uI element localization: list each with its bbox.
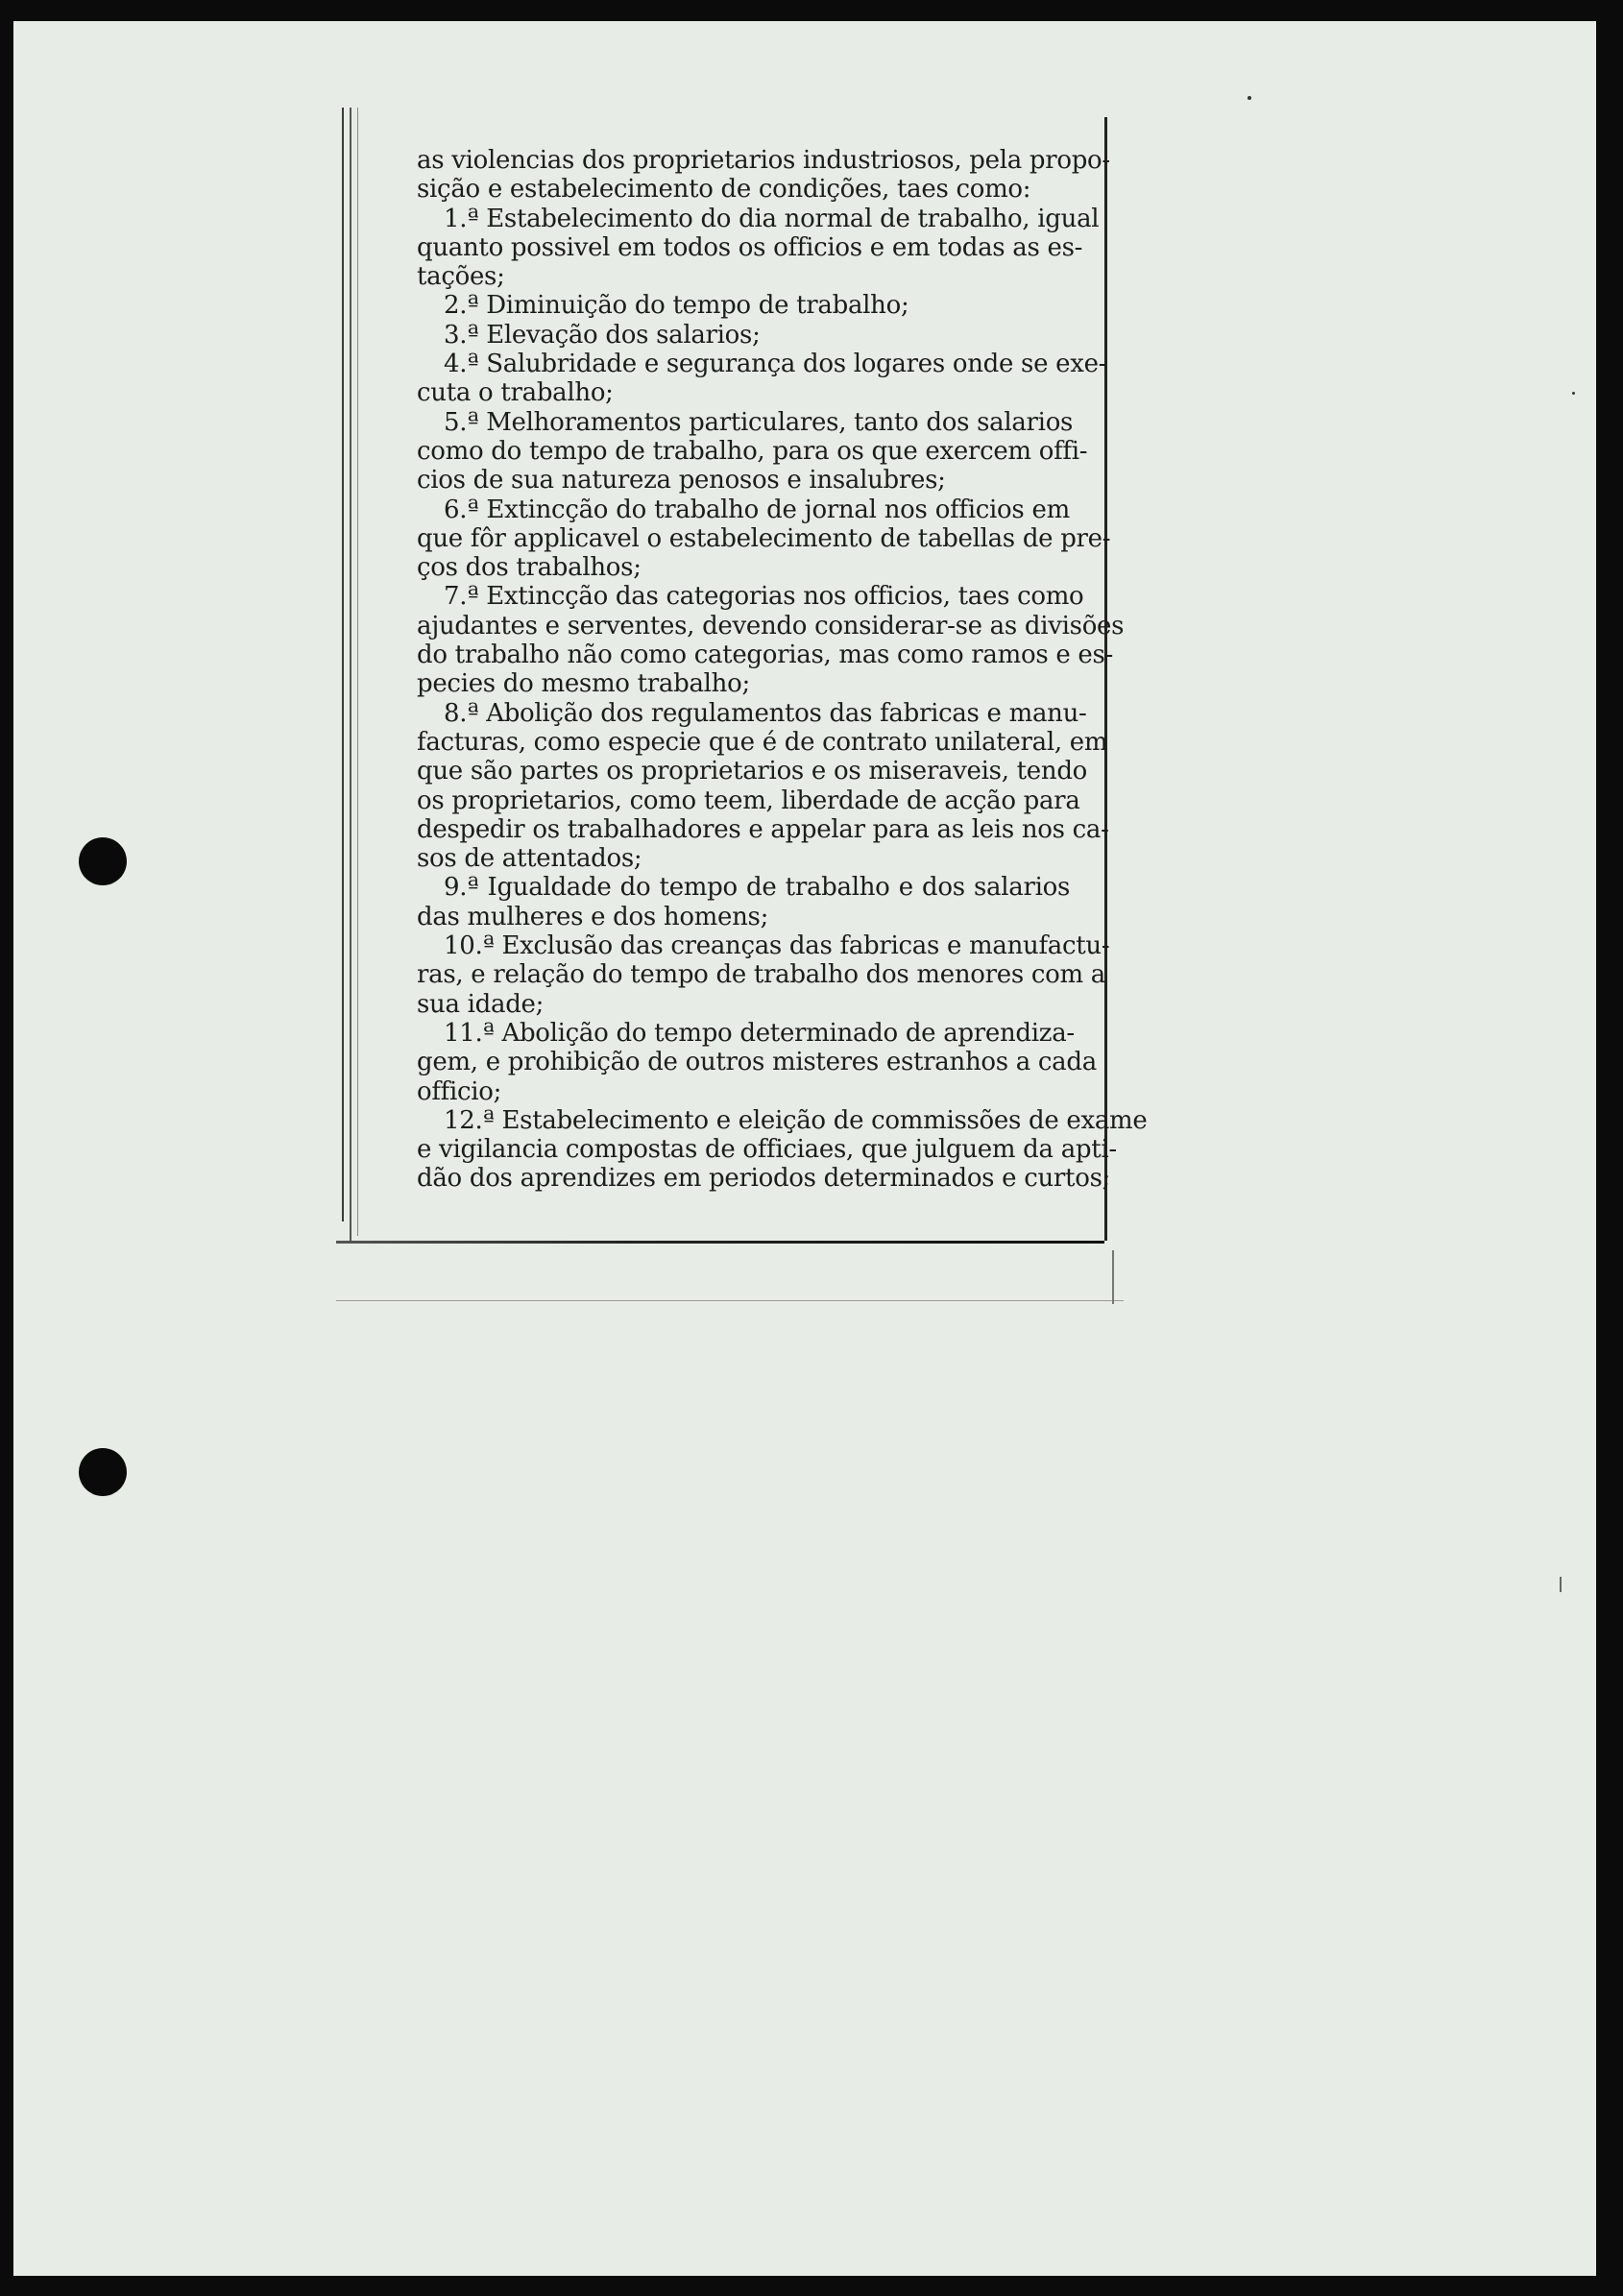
- text-line: ajudantes e serventes, devendo considerar-se as divisões: [417, 611, 1125, 640]
- text-line: cios de sua natureza penosos e insalubres;: [417, 466, 946, 495]
- text-line: 12.ª Estabelecimento e eleição de commissões de exame: [444, 1105, 1148, 1135]
- clipping-text: [417, 146, 1148, 1194]
- text-line: como do tempo de trabalho, para os que exercem offi-: [417, 436, 1088, 466]
- paper-mark: [1560, 1577, 1562, 1592]
- text-line: que são partes os proprietarios e os miseraveis, tendo: [417, 757, 1088, 786]
- text-line: gem, e prohibição de outros misteres estranhos a cada: [417, 1048, 1097, 1077]
- clipping-left-rule: [357, 108, 358, 1236]
- clipping-bottom-rule: [336, 1241, 1104, 1244]
- clipping-paste-edge: [336, 1300, 1124, 1301]
- text-line: ras, e relação do tempo de trabalho dos menores com a: [417, 960, 1105, 990]
- text-line: das mulheres e dos homens;: [417, 902, 769, 931]
- text-line: 3.ª Elevação dos salarios;: [444, 320, 761, 350]
- text-line: 4.ª Salubridade e segurança dos logares onde se exe-: [444, 350, 1107, 379]
- text-line: dão dos aprendizes em periodos determinados e curtos;: [417, 1164, 1111, 1194]
- text-line: ços dos trabalhos;: [417, 553, 642, 583]
- text-line: tações;: [417, 262, 505, 292]
- text-line: officio;: [417, 1076, 502, 1106]
- text-line: 9.ª Igualdade do tempo de trabalho e dos salarios: [444, 873, 1070, 903]
- text-line: 8.ª Abolição dos regulamentos das fabricas e manu-: [444, 698, 1087, 728]
- punch-hole: [79, 1448, 127, 1496]
- text-line: facturas, como especie que é de contrato unilateral, em: [417, 727, 1108, 757]
- text-line: pecies do mesmo trabalho;: [417, 669, 750, 699]
- text-line: 2.ª Diminuição do tempo de trabalho;: [444, 291, 909, 321]
- newspaper-clipping: [336, 117, 1148, 1241]
- clipping-left-rule: [350, 108, 351, 1241]
- text-line: 7.ª Extincção das categorias nos officios, taes como: [444, 582, 1084, 612]
- punch-hole: [79, 837, 127, 885]
- paper-speck: [1572, 392, 1575, 395]
- text-line: 6.ª Extincção do trabalho de jornal nos officios em: [444, 495, 1070, 524]
- text-line: sua idade;: [417, 989, 545, 1019]
- text-line: as violencias dos proprietarios industriosos, pela propo-: [417, 146, 1110, 175]
- text-line: os proprietarios, como teem, liberdade de acção para: [417, 785, 1080, 815]
- text-line: sição e estabelecimento de condições, taes como:: [417, 175, 1031, 205]
- text-line: 1.ª Estabelecimento do dia normal de trabalho, igual: [444, 204, 1100, 233]
- text-line: 11.ª Abolição do tempo determinado de aprendiza-: [444, 1018, 1075, 1048]
- text-line: quanto possivel em todos os officios e em todas as es-: [417, 232, 1083, 262]
- text-line: do trabalho não como categorias, mas como ramos e es-: [417, 640, 1113, 670]
- clipping-paste-edge: [1112, 1250, 1114, 1304]
- text-line: 5.ª Melhoramentos particulares, tanto dos salarios: [444, 407, 1074, 437]
- text-line: que fôr applicavel o estabelecimento de tabellas de pre-: [417, 523, 1111, 553]
- text-line: 10.ª Exclusão das creanças das fabricas e manufactu-: [444, 931, 1110, 961]
- text-line: e vigilancia compostas de officiaes, que julguem da apti-: [417, 1135, 1117, 1165]
- text-line: sos de attentados;: [417, 844, 642, 874]
- document-page: [13, 21, 1596, 2276]
- paper-speck: [1248, 96, 1251, 100]
- text-line: despedir os trabalhadores e appelar para as leis nos ca-: [417, 814, 1109, 844]
- text-line: cuta o trabalho;: [417, 378, 614, 408]
- clipping-left-rule: [342, 108, 344, 1221]
